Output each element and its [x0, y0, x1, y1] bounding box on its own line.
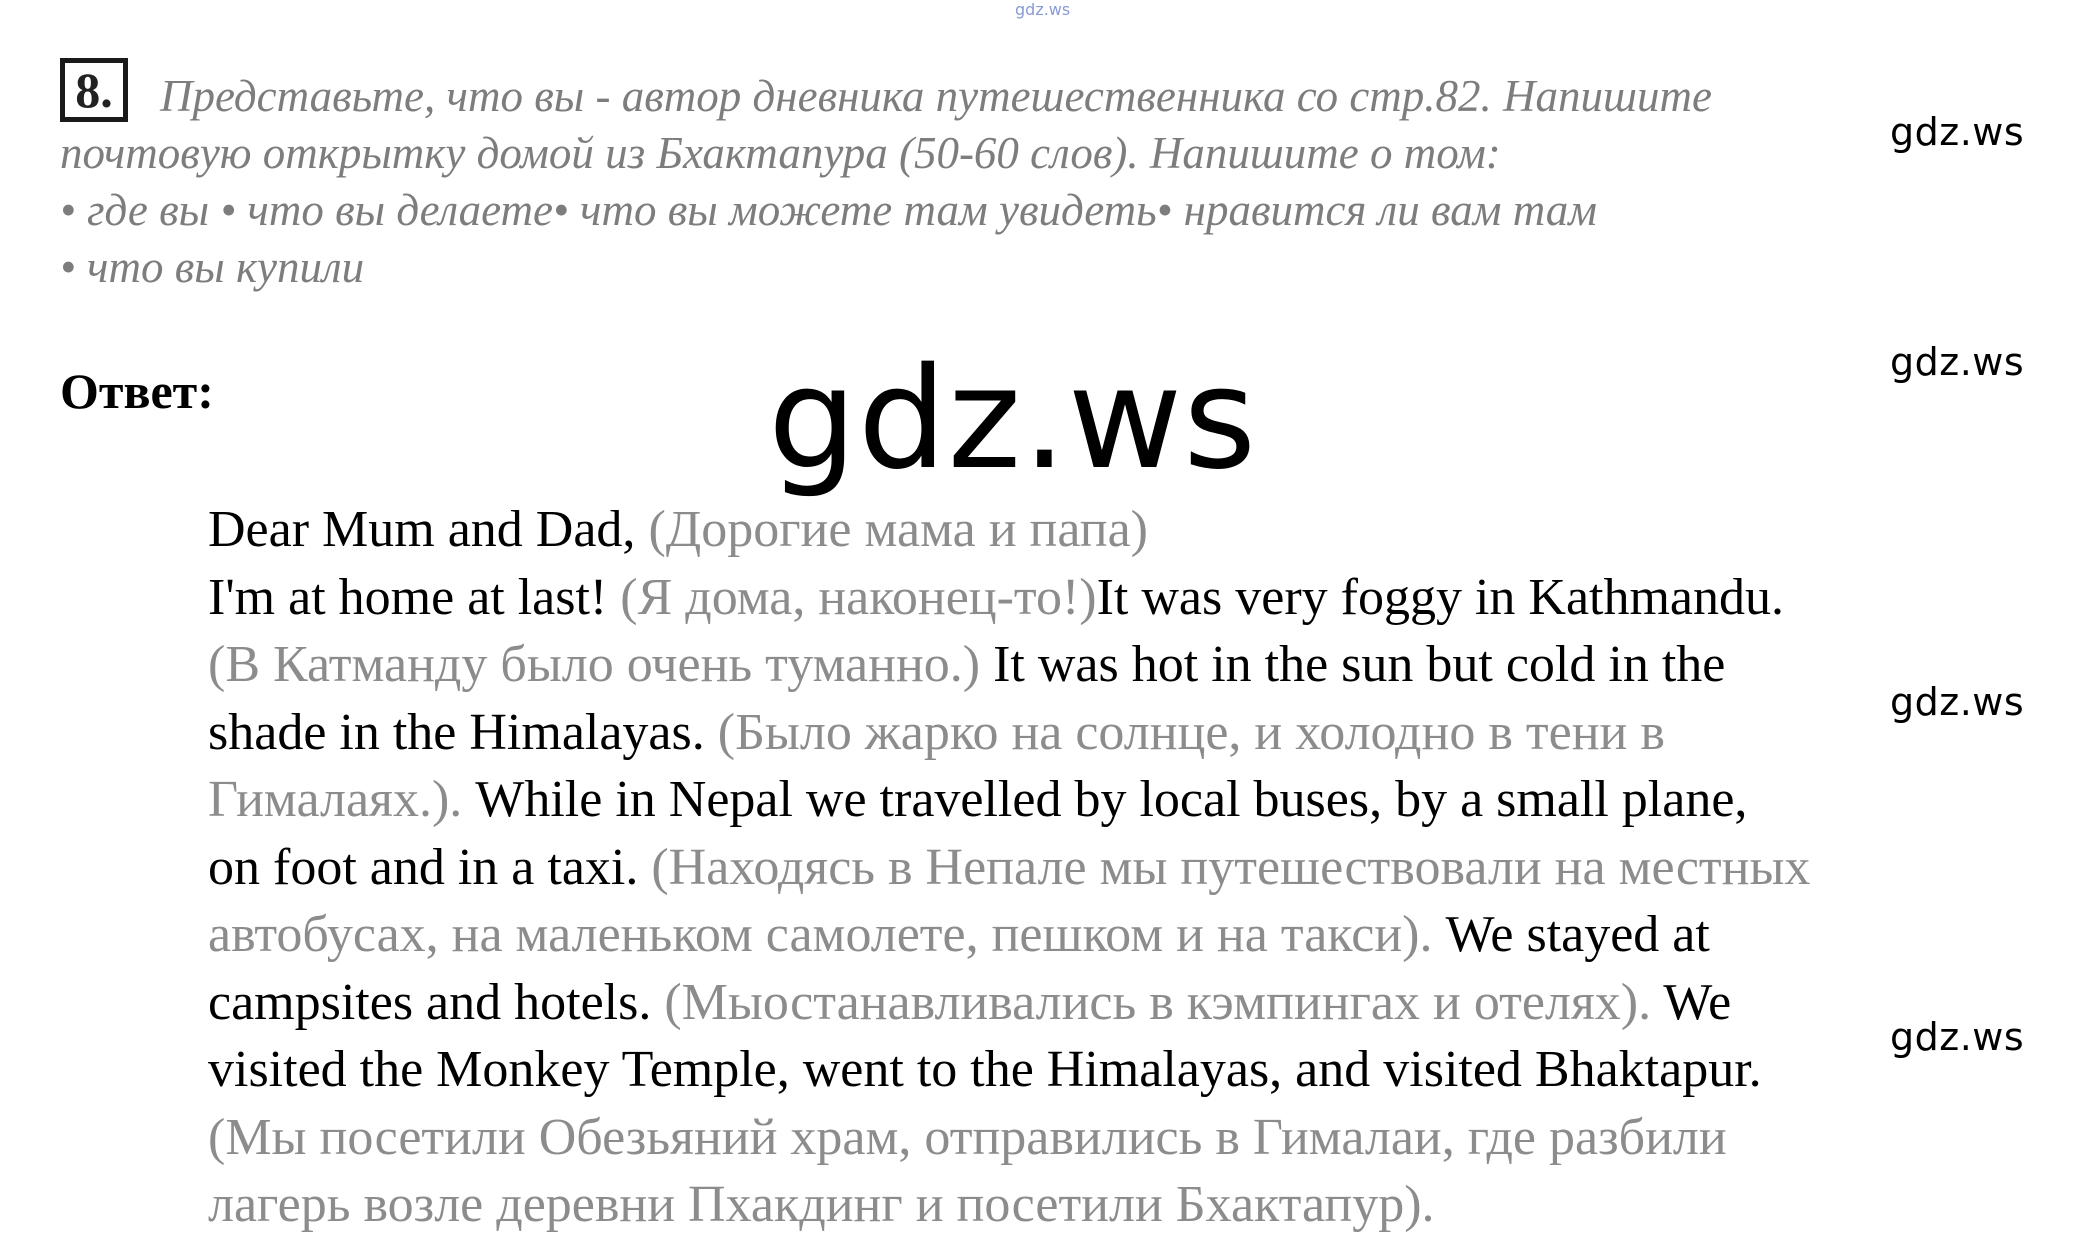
letter-segment-en: shade in the Himalayas. — [208, 703, 718, 761]
letter-segment-en: It was hot in the sun but cold in the — [993, 636, 1726, 693]
letter-segment-ru: (Дорогие мама и папа) — [648, 501, 1148, 558]
letter-segment-en: Dear Mum and Dad, — [208, 501, 649, 558]
letter-segment-ru: (Я дома, наконец-то!) — [620, 568, 1097, 626]
letter-line — [208, 1036, 2038, 1104]
side-watermark-3: gdz.ws — [1890, 680, 2025, 724]
task-instructions — [60, 68, 1920, 296]
side-watermark-1: gdz.ws — [1890, 110, 2025, 154]
letter-segment-en: campsites and hotels. — [208, 973, 665, 1031]
side-watermark-2: gdz.ws — [1890, 340, 2025, 384]
letter-segment-en: It was very foggy in Kathmandu. — [1096, 568, 1785, 626]
letter-segment-ru: (Находясь в Непале мы путешествовали на местных — [651, 838, 1811, 896]
center-watermark: gdz.ws — [768, 338, 1258, 501]
letter-line — [208, 1171, 2038, 1239]
letter-line — [208, 1104, 2038, 1172]
task-line-3: • где вы • что вы делаете• что вы можете там увидеть• нравится ли вам там — [60, 185, 1597, 235]
task-line-4: • что вы купили — [60, 242, 365, 292]
letter-segment-en: I'm at home at last! — [208, 568, 621, 626]
letter-line — [208, 699, 2038, 767]
letter-segment-en: on foot and in a taxi. — [208, 838, 652, 896]
task-number: 8. — [75, 62, 113, 118]
letter-segment-ru: (Было жарко на солнце, и холодно в тени в — [717, 703, 1665, 761]
letter-line — [208, 496, 2038, 564]
letter-segment-en: While in Nepal we travelled by local buses, by a small plane, — [475, 771, 1748, 828]
top-watermark: gdz.ws — [1015, 0, 1071, 19]
letter-segment-ru: (Мыостанавливались в кэмпингах и отелях). — [664, 973, 1664, 1031]
letter-segment-en: We — [1663, 973, 1732, 1031]
letter-line — [208, 564, 2038, 632]
letter-line — [208, 766, 2038, 834]
letter-line — [208, 901, 2038, 969]
letter-line — [208, 969, 2038, 1037]
side-watermark-4: gdz.ws — [1890, 1015, 2025, 1059]
letter-line — [208, 834, 2038, 902]
letter-segment-en: visited the Monkey Temple, went to the Himalayas, and visited Bhaktapur. — [208, 1041, 1762, 1098]
letter-segment-ru: (В Катманду было очень туманно.) — [208, 636, 994, 693]
task-line-2: почтовую открытку домой из Бхактапура (50-60 слов). Напишите о том: — [60, 128, 1501, 178]
task-line-1: Представьте, что вы - автор дневника путешественника со стр.82. Напишите — [160, 71, 1712, 121]
letter-line — [208, 631, 2038, 699]
postcard-letter — [208, 496, 2038, 1239]
letter-segment-ru: автобусах, на маленьком самолете, пешком и на такси). — [208, 906, 1446, 963]
letter-segment-ru: Гималаях.). — [208, 771, 476, 828]
letter-segment-ru: лагерь возле деревни Пхакдинг и посетили Бхактапур). — [208, 1176, 1435, 1233]
letter-segment-en: We stayed at — [1445, 906, 1710, 963]
letter-segment-ru: (Мы посетили Обезьяний храм, отправились в Гималаи, где разбили — [208, 1108, 1727, 1166]
answer-label: Ответ: — [60, 363, 214, 419]
